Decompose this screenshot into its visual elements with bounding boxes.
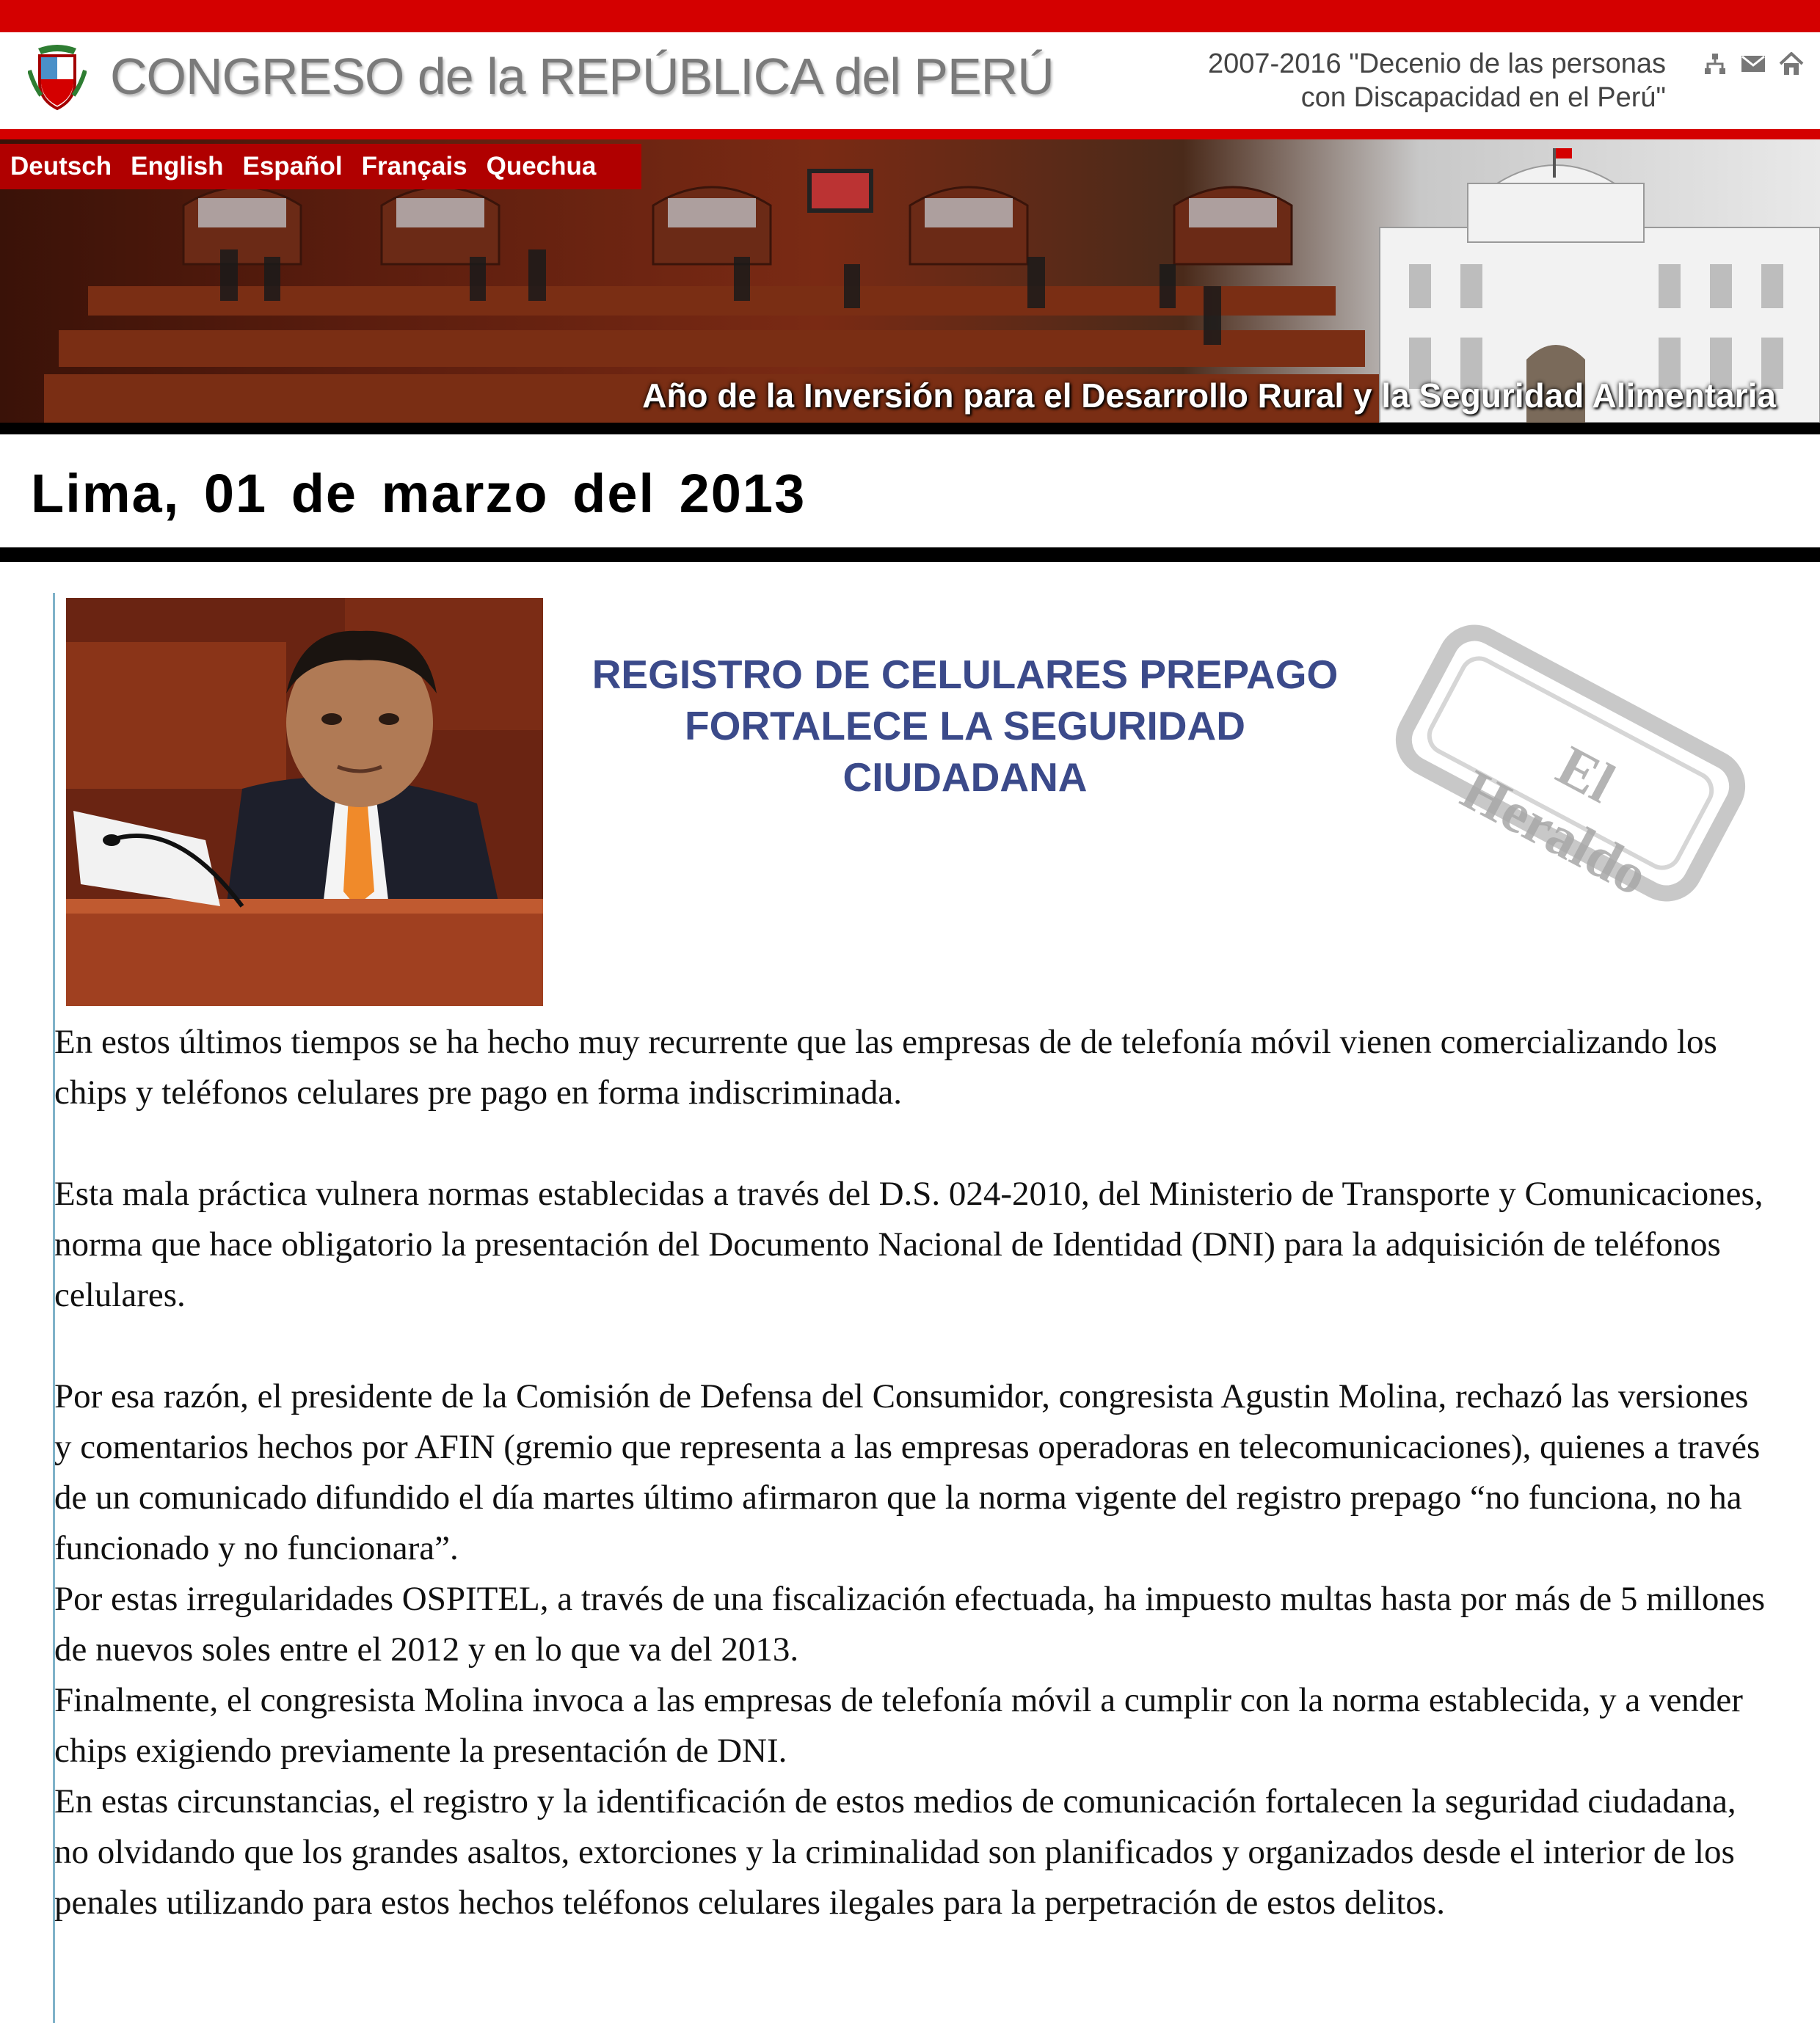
site-title[interactable]: CONGRESO de la REPÚBLICA del PERÚ bbox=[110, 48, 1054, 105]
headline-line-2: FORTALECE LA SEGURIDAD bbox=[685, 703, 1245, 748]
article-paragraph-3: Por esa razón, el presidente de la Comisión de Defensa del Consumidor, congresista Agustin Molina, rechazó las versiones y comentarios hechos por AFIN (gremio que representa a las empresas operadoras en telecomunicaciones), quienes a través de un comunicado difundido el día martes último afirmaron que la norma vigente del registro prepago “no funciona, no ha funcionado y no funcionara”. bbox=[54, 1377, 1761, 1567]
date-line: Lima, 01 de marzo del 2013 bbox=[31, 463, 807, 524]
header-red-line bbox=[0, 129, 1820, 139]
language-menu bbox=[0, 144, 641, 189]
headline-line-3: CIUDADANA bbox=[842, 754, 1088, 800]
portrait-illustration bbox=[66, 598, 543, 1006]
headline-line-1: REGISTRO DE CELULARES PREPAGO bbox=[592, 652, 1339, 697]
el-heraldo-stamp bbox=[1372, 602, 1769, 925]
congressman-photo bbox=[66, 598, 543, 1006]
banner-motto: Año de la Inversión para el Desarrollo Rural y la Seguridad Alimentaria bbox=[642, 376, 1776, 415]
stamp-text: El Heraldo bbox=[1452, 733, 1659, 908]
divider-bottom bbox=[0, 547, 1820, 562]
lang-francais[interactable]: Français bbox=[361, 152, 467, 181]
header-icon-group bbox=[1703, 51, 1804, 76]
article-paragraph-1: En estos últimos tiempos se ha hecho muy recurrente que las empresas de de telefonía móvil vienen comercializando los chips y teléfonos celulares pre pago en forma indiscriminada. bbox=[54, 1023, 1717, 1112]
decade-line-1: 2007-2016 "Decenio de las personas bbox=[1207, 48, 1666, 79]
article-paragraph-2: Esta mala práctica vulnera normas establecidas a través del D.S. 024-2010, del Ministerio de Transporte y Comunicaciones, norma que hace obligatorio la presentación del Documento Nacional de Identidad (DNI) para la adquisición de teléfonos celulares. bbox=[54, 1175, 1763, 1314]
site-header bbox=[0, 32, 1820, 129]
lang-english[interactable]: English bbox=[131, 152, 224, 181]
lang-espanol[interactable]: Español bbox=[242, 152, 343, 181]
article-body bbox=[54, 1017, 1772, 1928]
article-paragraph-6: En estas circunstancias, el registro y la identificación de estos medios de comunicación fortalecen la seguridad ciudadana, no olvidando que los grandes asaltos, extorciones y la criminalidad son planificados y organizados desde el interior de los penales utilizando para estos hechos teléfonos celulares ilegales para la perpetración de estos delitos. bbox=[54, 1782, 1736, 1922]
home-icon[interactable] bbox=[1779, 51, 1804, 76]
peru-coat-of-arms-icon bbox=[28, 41, 87, 112]
divider-top bbox=[0, 423, 1820, 434]
decade-line-2: con Discapacidad en el Perú" bbox=[1300, 82, 1666, 113]
article-headline bbox=[565, 649, 1365, 803]
article-paragraph-4: Por estas irregularidades OSPITEL, a través de una fiscalización efectuada, ha impuesto multas hasta por más de 5 millones de nuevos soles entre el 2012 y en lo que va del 2013. bbox=[54, 1580, 1765, 1669]
lang-quechua[interactable]: Quechua bbox=[486, 152, 597, 181]
top-red-bar bbox=[0, 0, 1820, 32]
sitemap-icon[interactable] bbox=[1703, 51, 1728, 76]
lang-deutsch[interactable]: Deutsch bbox=[10, 152, 112, 181]
mail-icon[interactable] bbox=[1741, 51, 1766, 76]
decade-slogan bbox=[1064, 47, 1666, 114]
article-paragraph-5: Finalmente, el congresista Molina invoca a las empresas de telefonía móvil a cumplir con la norma establecida, y a vender chips exigiendo previamente la presentación de DNI. bbox=[54, 1681, 1743, 1770]
